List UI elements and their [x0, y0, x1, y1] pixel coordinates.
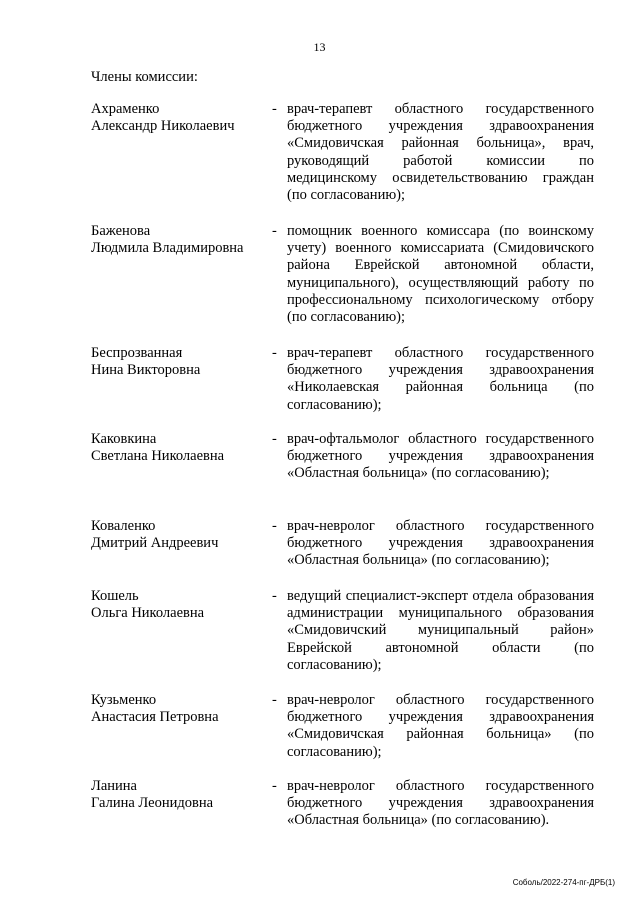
member-dash: - — [272, 518, 277, 534]
member-given-names: Нина Викторовна — [91, 362, 201, 379]
member-name — [91, 692, 271, 726]
member-role: ведущий специалист-эксперт отдела образования администрации муниципального образования «Смидовичский муниципальный район» Еврейской автономной области (по согласованию); — [287, 588, 594, 673]
member-dash: - — [272, 588, 277, 604]
member-surname: Кузьменко — [91, 692, 157, 708]
member-surname: Каковкина — [91, 431, 157, 447]
member-dash: - — [272, 101, 277, 117]
member-role: врач-невролог областного государственного бюджетного учреждения здравоохранения «Смидовичская районная больница» (по согласованию); — [287, 692, 594, 760]
member-given-names: Александр Николаевич — [91, 118, 235, 135]
member-role: врач-терапевт областного государственного бюджетного учреждения здравоохранения «Смидовичская районная больница», врач, руководящий работой комиссии по медицинскому освидетельствованию граждан (по согласованию); — [287, 101, 594, 204]
member-role: врач-офтальмолог областного государственного бюджетного учреждения здравоохранения «Областная больница» (по согласованию); — [287, 431, 594, 482]
document-reference-footer: Соболь/2022-274-пг-ДРБ(1) — [512, 878, 615, 887]
member-given-names: Ольга Николаевна — [91, 605, 205, 622]
member-name — [91, 101, 271, 135]
member-name — [91, 518, 271, 552]
member-name — [91, 345, 271, 379]
member-given-names: Галина Леонидовна — [91, 795, 214, 812]
member-name — [91, 588, 271, 622]
member-role: помощник военного комиссара (по воинскому учету) военного комиссариата (Смидовичского района Еврейской автономной области, муниципального), осуществляющий работу по профессиональному психологическому отбору (по согласованию); — [287, 223, 594, 326]
member-name — [91, 223, 271, 257]
member-dash: - — [272, 692, 277, 708]
member-role: врач-невролог областного государственного бюджетного учреждения здравоохранения «Областная больница» (по согласованию); — [287, 518, 594, 569]
member-surname: Коваленко — [91, 518, 156, 534]
member-given-names: Анастасия Петровна — [91, 709, 219, 726]
member-dash: - — [272, 431, 277, 447]
member-dash: - — [272, 345, 277, 361]
member-surname: Ланина — [91, 778, 137, 794]
member-role: врач-терапевт областного государственного бюджетного учреждения здравоохранения «Николаевская районная больница (по согласованию); — [287, 345, 594, 413]
member-surname: Беспрозванная — [91, 345, 183, 361]
member-surname: Кошель — [91, 588, 139, 604]
member-dash: - — [272, 223, 277, 239]
page-number: 13 — [313, 40, 326, 54]
member-surname: Ахраменко — [91, 101, 160, 117]
member-given-names: Дмитрий Андреевич — [91, 535, 219, 552]
member-given-names: Светлана Николаевна — [91, 448, 225, 465]
member-name — [91, 778, 271, 812]
member-role: врач-невролог областного государственного бюджетного учреждения здравоохранения «Областная больница» (по согласованию). — [287, 778, 594, 829]
member-surname: Баженова — [91, 223, 151, 239]
member-name — [91, 431, 271, 465]
member-dash: - — [272, 778, 277, 794]
commission-members-heading: Члены комиссии: — [91, 69, 198, 85]
member-given-names: Людмила Владимировна — [91, 240, 244, 257]
